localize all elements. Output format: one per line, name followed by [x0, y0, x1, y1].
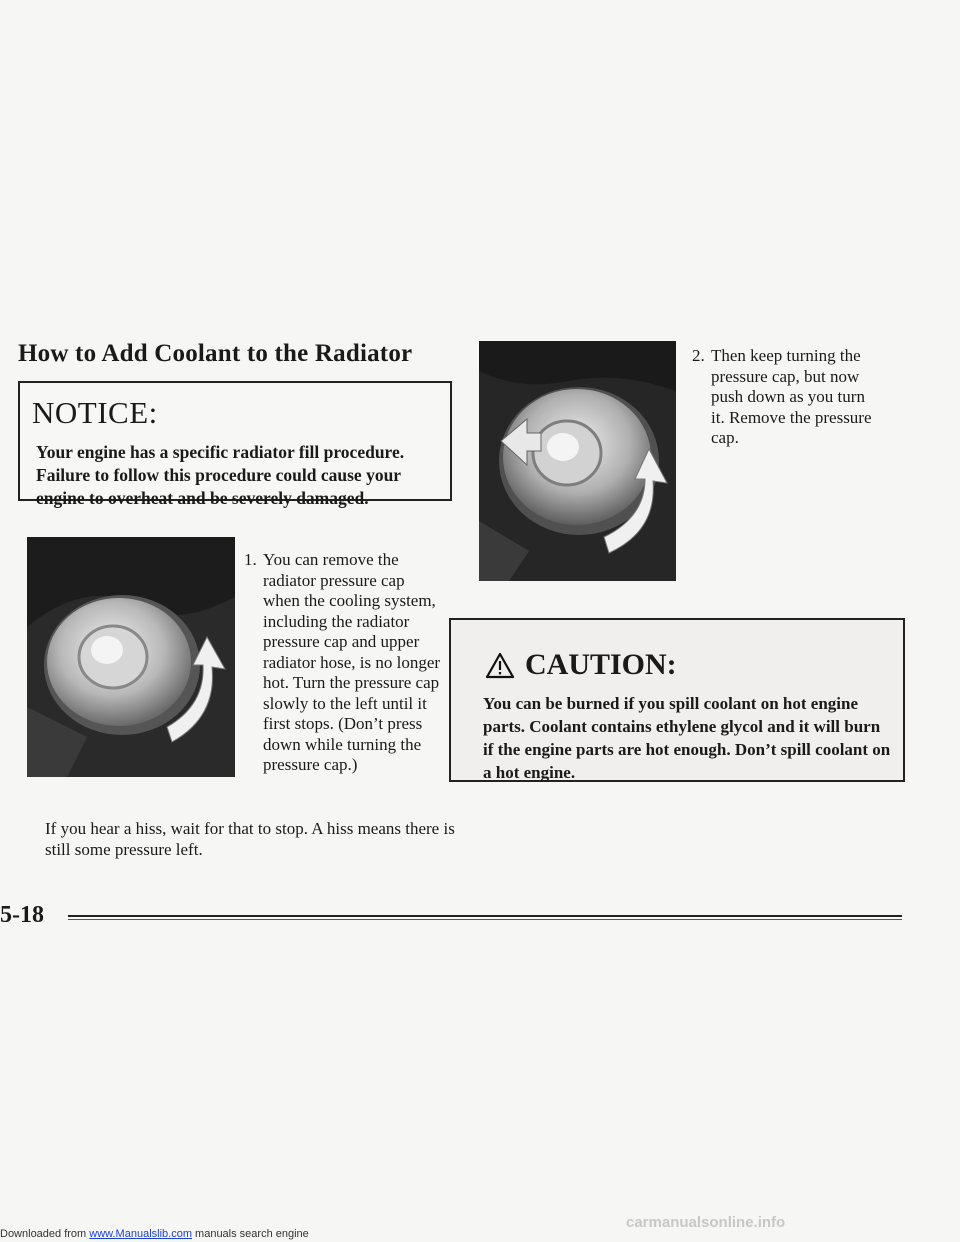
- download-footer: [0, 1228, 309, 1240]
- radiator-cap-photo-step-2: [479, 341, 676, 581]
- caution-text: You can be burned if you spill coolant on hot engine parts. Coolant contains ethylene glycol and it will burn if the engine parts are hot enough. Don’t spill coolant on a hot engine.: [483, 694, 891, 782]
- notice-box: [18, 381, 452, 508]
- step-2-number: 2.: [692, 346, 705, 365]
- step-2: [692, 346, 877, 449]
- caution-box: [449, 618, 905, 782]
- caution-title: CAUTION:: [525, 648, 677, 681]
- hiss-paragraph: If you hear a hiss, wait for that to stop. A hiss means there is still some pressure left.: [45, 819, 455, 859]
- notice-text: Your engine has a specific radiator fill procedure. Failure to follow this procedure could cause your engine to overheat and be severely damaged.: [36, 442, 405, 508]
- step-1: [244, 550, 444, 776]
- warning-triangle-icon: [485, 652, 515, 679]
- radiator-cap-photo-step-1: [27, 537, 235, 777]
- footer-suffix: manuals search engine: [191, 1228, 309, 1240]
- notice-title: NOTICE:: [32, 395, 158, 430]
- step-1-text: You can remove the radiator pressure cap when the cooling system, including the radiator pressure cap and upper radiator hose, is no longer hot. Turn the pressure cap slowly to the left until it first stops. (Don’t press down while turning the pressure cap.): [263, 550, 441, 774]
- watermark: carmanualsonline.info: [626, 1214, 786, 1231]
- page-number: 5-18: [0, 902, 44, 928]
- caution-title-row: [485, 648, 677, 682]
- step-2-text: Then keep turning the pressure cap, but now push down as you turn it. Remove the pressure cap.: [711, 346, 872, 447]
- manualslib-link[interactable]: www.Manualslib.com: [89, 1228, 192, 1240]
- footer-rule: [68, 915, 902, 920]
- step-1-number: 1.: [244, 550, 257, 569]
- section-heading: How to Add Coolant to the Radiator: [18, 340, 413, 367]
- footer-prefix: Downloaded from: [0, 1228, 90, 1240]
